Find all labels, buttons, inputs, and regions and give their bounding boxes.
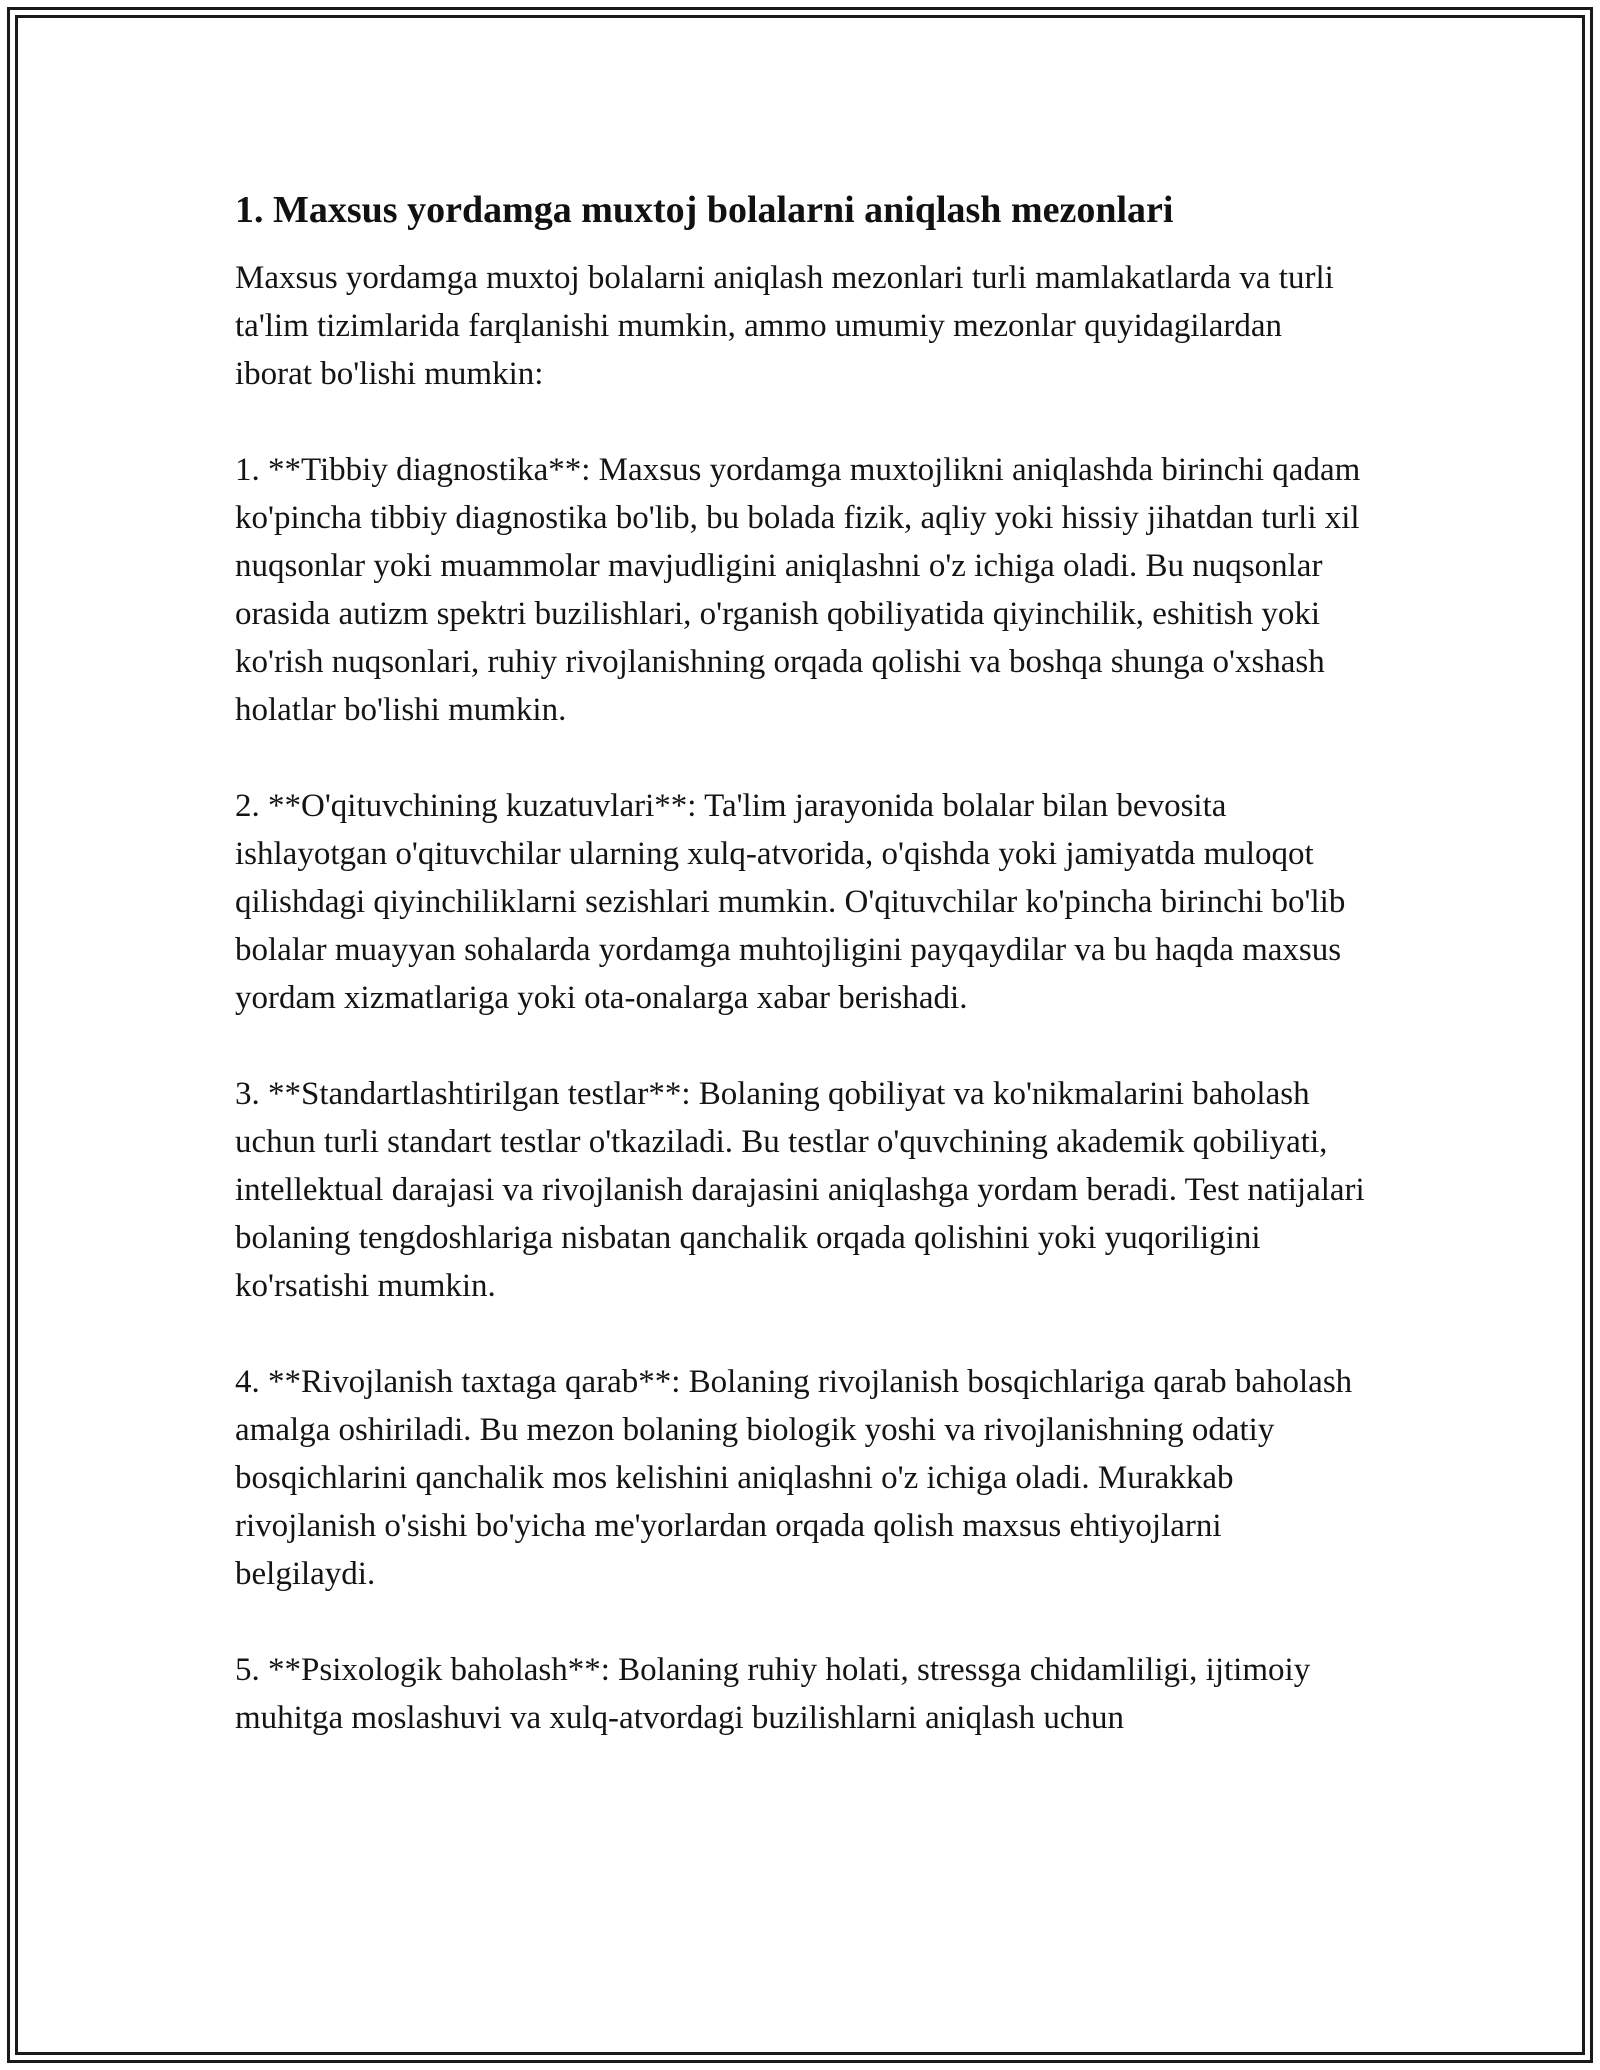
document-body xyxy=(235,186,1365,1742)
criterion-psychological-assessment: 5. **Psixologik baholash**: Bolaning ruhiy holati, stressga chidamliligi, ijtimoiy muhitga moslashuvi va xulq-atvordagi buzilishlarni aniqlash uchun xyxy=(235,1652,1311,1736)
criterion-developmental-stages: 4. **Rivojlanish taxtaga qarab**: Bolaning rivojlanish bosqichlariga qarab baholash amalga oshiriladi. Bu mezon bolaning biologik yoshi va rivojlanishning odatiy bosqichlarini qanchalik mos kelishini aniqlashni o'z ichiga oladi. Murakkab rivojlanish o'sishi bo'yicha me'yorlardan orqada qolish maxsus ehtiyojlarni belgilaydi. xyxy=(235,1364,1353,1592)
criterion-medical-diagnostics: 1. **Tibbiy diagnostika**: Maxsus yordamga muxtojlikni aniqlashda birinchi qadam ko'pincha tibbiy diagnostika bo'lib, bu bolada fizik, aqliy yoki hissiy jihatdan turli xil nuqsonlar yoki muammolar mavjudligini aniqlashni o'z ichiga oladi. Bu nuqsonlar orasida autizm spektri buzilishlari, o'rganish qobiliyatida qiyinchilik, eshitish yoki ko'rish nuqsonlari, ruhiy rivojlanishning orqada qolishi va boshqa shunga o'xshash holatlar bo'lishi mumkin. xyxy=(235,452,1361,728)
criterion-standardized-tests: 3. **Standartlashtirilgan testlar**: Bolaning qobiliyat va ko'nikmalarini baholash uchun turli standart testlar o'tkaziladi. Bu testlar o'quvchining akademik qobiliyati, intellektual darajasi va rivojlanish darajasini aniqlashga yordam beradi. Test natijalari bolaning tengdoshlariga nisbatan qanchalik orqada qolishini yoki yuqoriligini ko'rsatishi mumkin. xyxy=(235,1076,1365,1304)
intro-paragraph: Maxsus yordamga muxtoj bolalarni aniqlash mezonlari turli mamlakatlarda va turli ta'lim tizimlarida farqlanishi mumkin, ammo umumiy mezonlar quyidagilardan iborat bo'lishi mumkin: xyxy=(235,260,1334,392)
criterion-teacher-observations: 2. **O'qituvchining kuzatuvlari**: Ta'lim jarayonida bolalar bilan bevosita ishlayotgan o'qituvchilar ularning xulq-atvorida, o'qishda yoki jamiyatda muloqot qilishdagi qiyinchiliklarni sezishlari mumkin. O'qituvchilar ko'pincha birinchi bo'lib bolalar muayyan sohalarda yordamga muhtojligini payqaydilar va bu haqda maxsus yordam xizmatlariga yoki ota-onalarga xabar berishadi. xyxy=(235,788,1346,1016)
section-heading: 1. Maxsus yordamga muxtoj bolalarni aniqlash mezonlari xyxy=(235,189,1174,231)
